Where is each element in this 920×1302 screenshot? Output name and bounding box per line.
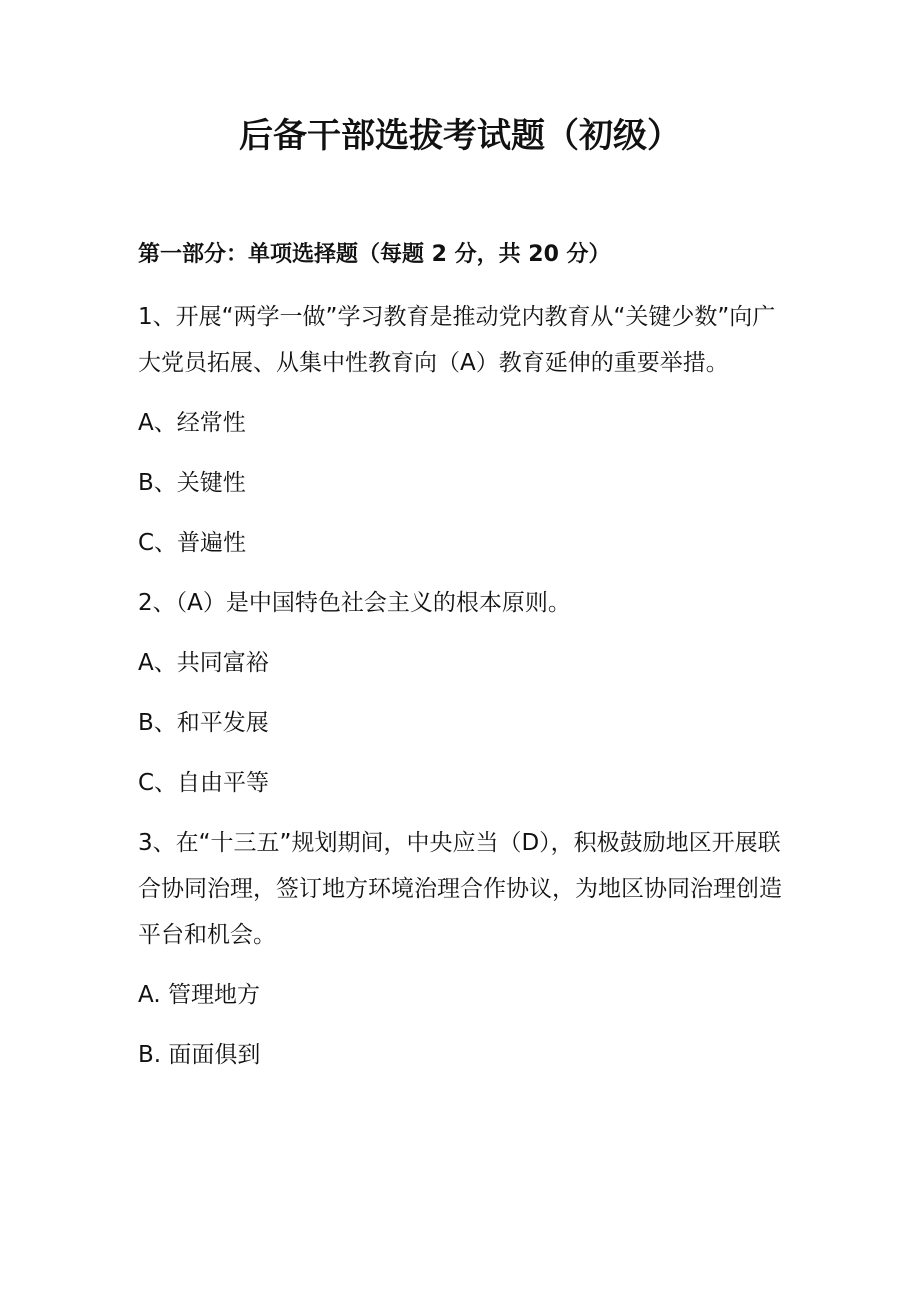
question-3-text: 3、在“十三五”规划期间，中央应当（D），积极鼓励地区开展联合协同治理，签订地方环境治理合作协议，为地区协同治理创造平台和机会。: [138, 830, 782, 948]
question-2-option-b: B、和平发展: [138, 710, 269, 736]
question-2-option-a: A、共同富裕: [138, 650, 269, 676]
question-3-option-a: A. 管理地方: [138, 982, 260, 1008]
question-1-text: 1、开展“两学一做”学习教育是推动党内教育从“关键少数”向广大党员拓展、从集中性教育向（A）教育延伸的重要举措。: [138, 304, 776, 376]
question-2-text: 2、（A）是中国特色社会主义的根本原则。: [138, 590, 571, 616]
question-1-option-b: B、关键性: [138, 470, 246, 496]
question-list: [138, 294, 788, 1092]
question-2-option-c: C、自由平等: [138, 770, 270, 796]
document-title: 后备干部选拔考试题（初级）: [239, 116, 681, 156]
section-heading: 第一部分：单项选择题（每题 2 分，共 20 分）: [138, 242, 611, 267]
question-1-option-c: C、普遍性: [138, 530, 247, 556]
question-3-option-b: B. 面面俱到: [138, 1042, 261, 1068]
question-1-option-a: A、经常性: [138, 410, 246, 436]
